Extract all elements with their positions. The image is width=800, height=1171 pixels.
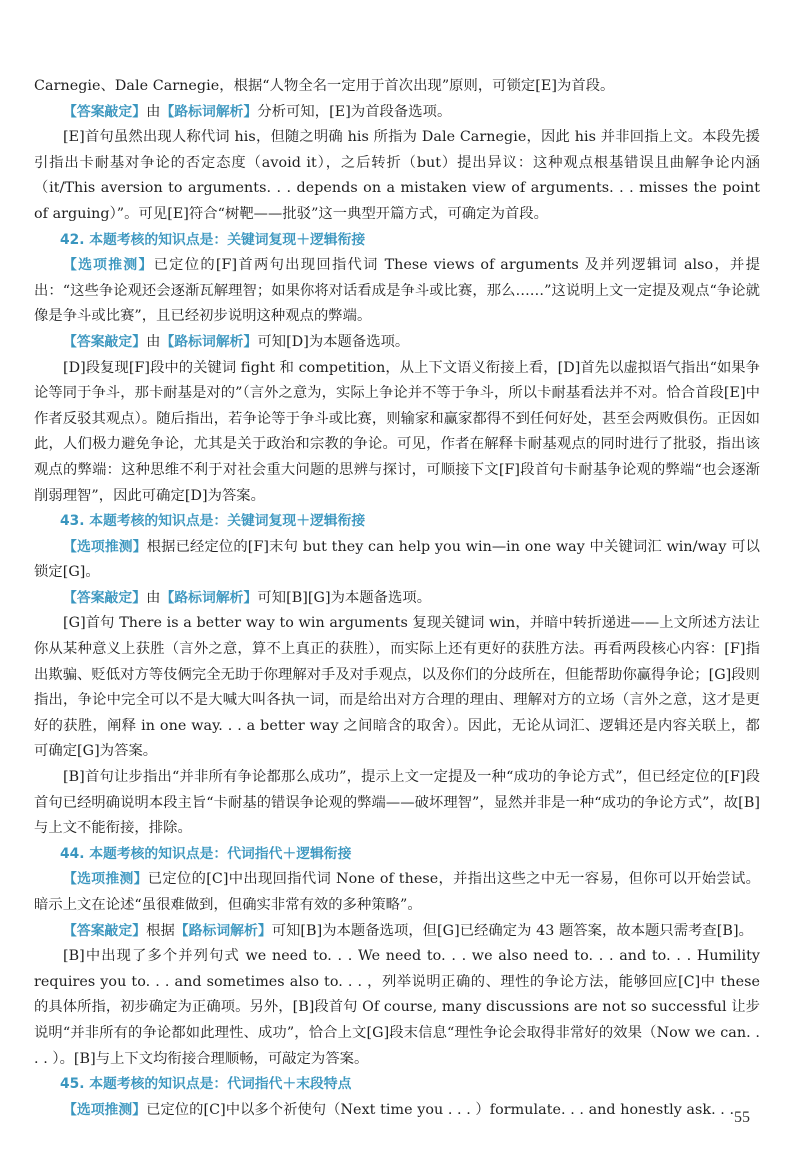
paragraph-text: [G]首句 There is a better way to win arguments 复现关键词 win，并暗中转折递进——上文所述方法让你从某种意义上获胜（言外之意，算不上真正的获胜），而实际上还有更好的获胜方法。再看两段核心内容：[F]指出欺骗、贬低对方等伎俩完全无助于你理解对手及对手观点，以及你们的分歧所在，但能帮助你赢得争论；[G]段则指出，争论中完全可以不是大喊大叫各执一词，而是给出对方合理的理由、理解对方的立场（言外之意，这才是更好的获胜，阐释 in one way. . . a better way 之间暗含的取舍）。因此，无论从词汇、逻辑还是内容关联上，都可确定[G]为答案。 xyxy=(34,615,760,760)
section-tag: 【路标词解析】 xyxy=(160,103,258,120)
body-paragraph xyxy=(34,919,760,945)
section-tag: 【路标词解析】 xyxy=(160,589,258,606)
body-paragraph xyxy=(34,356,760,510)
body-paragraph xyxy=(34,535,760,586)
section-tag: 【选项推测】 xyxy=(63,257,154,274)
question-heading: 43. 本题考核的知识点是：关键词复现＋逻辑衔接 xyxy=(60,513,366,530)
section-tag: 【选项推测】 xyxy=(63,871,148,888)
body-paragraph xyxy=(34,944,760,1072)
section-tag: 【选项推测】 xyxy=(63,1101,147,1118)
paragraph-text: 可知[D]为本题备选项。 xyxy=(257,333,410,350)
section-tag: 【路标词解析】 xyxy=(160,333,258,350)
section-tag: 【答案敲定】 xyxy=(63,589,147,606)
paragraph-text: 根据 xyxy=(146,922,175,939)
paragraph-text: [B]首句让步指出“并非所有争论都那么成功”，提示上文一定提及一种“成功的争论方式”，但已经定位的[F]段首句已经明确说明本段主旨“卡耐基的错误争论观的弊端——破坏理智”，显然并非是一种“成功的争论方式”，故[B]与上文不能衔接，排除。 xyxy=(34,769,760,837)
question-heading: 44. 本题考核的知识点是：代词指代＋逻辑衔接 xyxy=(60,845,352,862)
question-heading: 42. 本题考核的知识点是：关键词复现＋逻辑衔接 xyxy=(60,231,366,248)
body-paragraph xyxy=(34,586,760,612)
paragraph-text: 由 xyxy=(146,333,161,350)
paragraph-text: [B]中出现了多个并列句式 we need to. . . We need to. . . we also need to. . . and to. . . Humility requires you to. . . and sometimes also to. . . ，列举说明正确的、理性的争论方法，能够回应[C]中 these 的具体所指，初步确定为正确项。另外，[B]段首句 Of course, many discussions are not so successful 让步说明“并非所有的争论都如此理性、成功”，恰合上文[G]段末信息“理性争论会取得非常好的效果（Now we can. . . . ）。[B]与上下文均衔接合理顺畅，可敲定为答案。 xyxy=(34,948,760,1067)
paragraph-text: [E]首句虽然出现人称代词 his，但随之明确 his 所指为 Dale Carnegie，因此 his 并非回指上文。本段先援引指出卡耐基对争论的否定态度（avoid it），之后转折（but）提出异议：这种观点根基错误且曲解争论内涵（it/This aversion to arguments. . . depends on a mistaken view of arguments. . . misses the point of arguing）”。可见[E]符合“树靶——批驳”这一典型开篇方式，可确定为首段。 xyxy=(34,129,760,222)
paragraph-text: 可知[B][G]为本题备选项。 xyxy=(257,589,432,606)
body-paragraph xyxy=(34,1098,760,1124)
paragraph-text: Carnegie、Dale Carnegie，根据“人物全名一定用于首次出现”原则，可锁定[E]为首段。 xyxy=(34,78,615,94)
paragraph-text: 可知[B]为本题备选项，但[G]已经确定为 43 题答案，故本题只需考查[B]。 xyxy=(271,922,753,939)
paragraph-text: 已定位的[F]首两句出现回指代词 These views of arguments 及并列逻辑词 also，并提出：“这些争论观还会逐渐瓦解理智；如果你将对话看成是争斗或比赛，那么……”这说明上文一定提及观点“争论就像是争斗或比赛”，且已经初步说明这种观点的弊端。 xyxy=(34,257,760,325)
section-tag: 【答案敲定】 xyxy=(63,333,147,350)
paragraph-text: 根据已经定位的[F]末句 but they can help you win—in one way 中关键词汇 win/way 可以锁定[G]。 xyxy=(34,538,760,581)
body-paragraph xyxy=(34,330,760,356)
paragraph-text: 已定位的[C]中出现回指代词 None of these，并指出这些之中无一容易，但你可以开始尝试。暗示上文在论述“虽很难做到，但确实非常有效的多种策略”。 xyxy=(34,871,760,913)
section-tag: 【选项推测】 xyxy=(63,538,147,555)
body-paragraph xyxy=(34,125,760,227)
section-tag: 【路标词解析】 xyxy=(174,922,272,939)
body-paragraph xyxy=(34,765,760,842)
section-tag: 【答案敲定】 xyxy=(63,922,147,939)
body-paragraph xyxy=(34,253,760,330)
body-paragraph xyxy=(34,100,760,126)
paragraph-text: [D]段复现[F]段中的关键词 fight 和 competition，从上下文语义衔接上看，[D]首先以虚拟语气指出“如果争论等同于争斗，那卡耐基是对的”（言外之意为，实际上争论并不等于争斗，所以卡耐基看法并不对。恰合首段[E]中作者反驳其观点）。随后指出，若争论等于争斗或比赛，则输家和赢家都得不到任何好处，甚至会两败俱伤。正因如此，人们极力避免争论，尤其是关于政治和宗教的争论。可见，作者在解释卡耐基观点的同时进行了批驳，指出该观点的弊端：这种思维不利于对社会重大问题的思辨与探讨，可顺接下文[F]段首句卡耐基争论观的弊端“也会逐渐削弱理智”，因此可确定[D]为答案。 xyxy=(34,359,760,504)
paragraph-text: 已定位的[C]中以多个祈使句（Next time you . . . ）formulate. . . and honestly ask. . . xyxy=(146,1101,735,1118)
body-paragraph xyxy=(34,611,760,765)
question-heading: 45. 本题考核的知识点是：代词指代＋末段特点 xyxy=(60,1076,352,1093)
paragraph-text: 由 xyxy=(146,103,161,120)
paragraph-text: 分析可知，[E]为首段备选项。 xyxy=(257,103,452,120)
body-paragraph xyxy=(34,867,760,918)
paragraph-text: 由 xyxy=(146,589,161,606)
body-paragraph xyxy=(34,74,760,100)
page-number: 55 xyxy=(734,1109,750,1126)
section-tag: 【答案敲定】 xyxy=(63,103,147,120)
page-content xyxy=(34,74,760,1123)
